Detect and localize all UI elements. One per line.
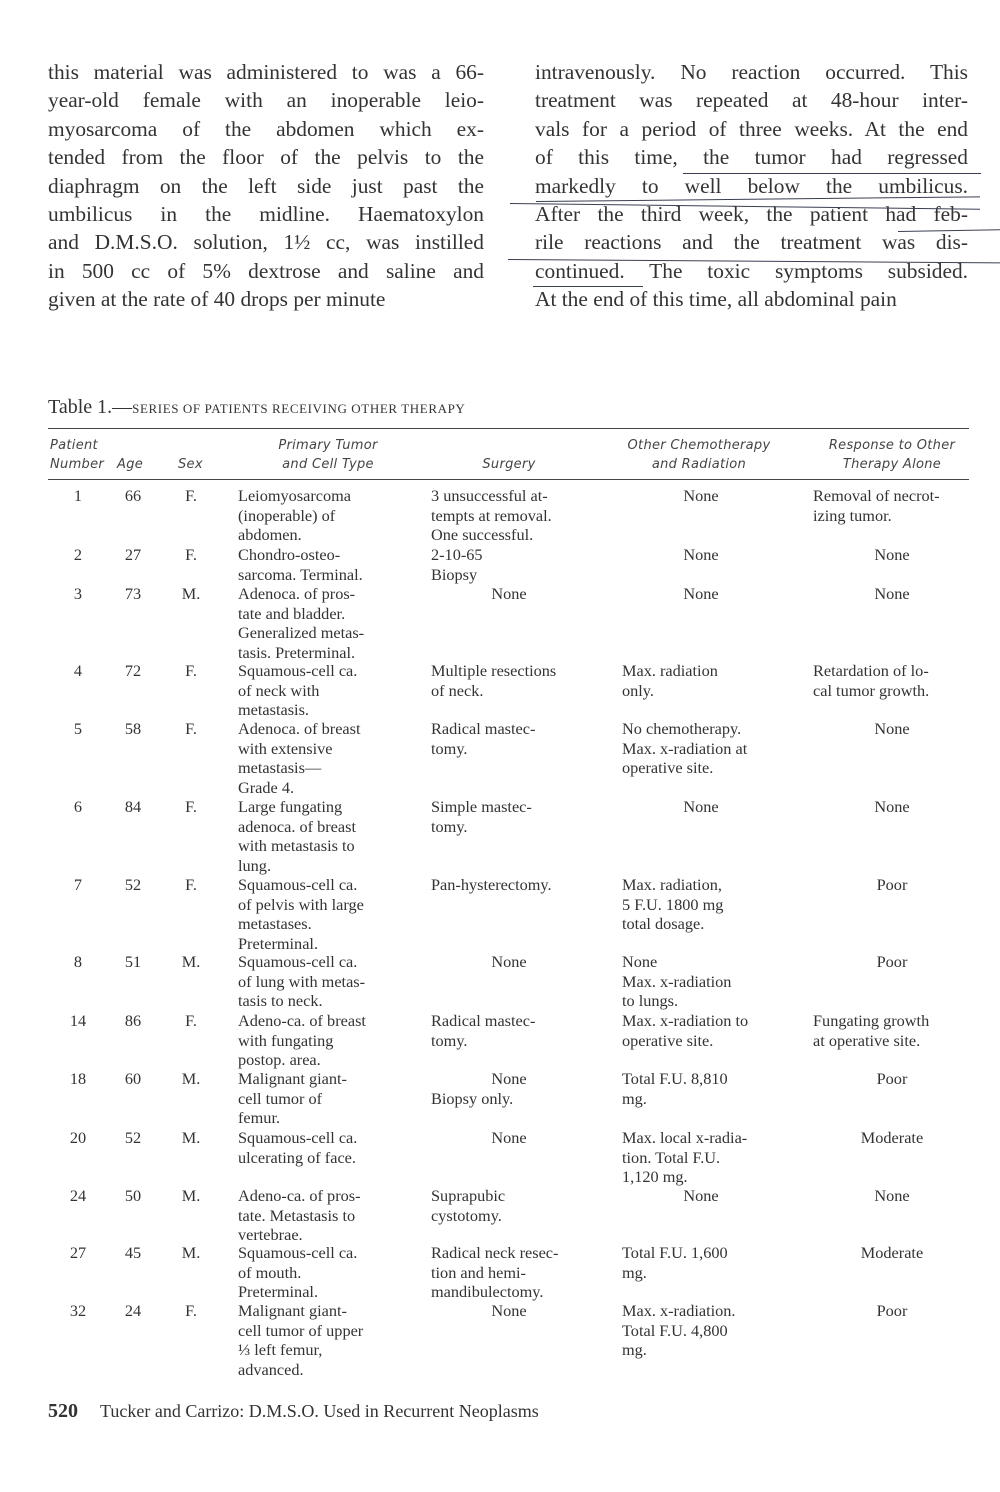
cell-line: tate and bladder. [238, 603, 346, 623]
cell-surgery [431, 1186, 596, 1225]
column-header-age [117, 455, 157, 474]
cell-line: cell tumor of [238, 1088, 323, 1108]
cell-line: None [874, 719, 910, 738]
cell-line: ulcerating of face. [238, 1147, 356, 1167]
cell-line: Preterminal. [238, 1282, 319, 1301]
cell-line: advanced. [238, 1359, 304, 1379]
cell-line: of mouth. [238, 1262, 302, 1282]
body-text-left-column [48, 58, 484, 314]
body-text-line: and D.M.S.O. solution, 1½ cc, was instilled [48, 230, 484, 255]
body-text-line: given at the rate of 40 drops per minute [48, 287, 386, 312]
cell-line: Adeno-ca. of breast [238, 1011, 366, 1030]
cell-line: None [874, 545, 910, 564]
cell-line: only. [622, 680, 654, 700]
cell-line: mandibulectomy. [431, 1282, 544, 1301]
cell-line: Squamous-cell ca. [238, 1128, 358, 1147]
body-text-line: year-old female with an inoperable leio- [48, 88, 484, 113]
cell-surgery [431, 952, 587, 972]
cell-line: None [491, 1069, 527, 1088]
cell-line: Large fungating [238, 797, 343, 816]
cell-line: None [491, 1301, 527, 1320]
cell-line: tomy. [431, 816, 468, 836]
cell-chemo [622, 1128, 792, 1187]
cell-line: Poor [876, 952, 908, 971]
cell-line: Adenoca. of breast [238, 719, 361, 738]
cell-line: of lung with metas- [238, 971, 366, 991]
cell-line: Max. radiation [622, 661, 718, 680]
cell-age: 51 [124, 952, 142, 971]
cell-line: tempts at removal. [431, 505, 552, 525]
cell-age: 58 [124, 719, 142, 738]
cell-num: 7 [73, 875, 83, 894]
cell-response [813, 486, 973, 525]
cell-line: abdomen. [238, 525, 302, 544]
cell-chemo [622, 1186, 780, 1206]
cell-surgery [431, 1128, 587, 1148]
cell-surgery [431, 584, 587, 604]
cell-tumor [238, 1128, 416, 1167]
column-header-patient [50, 436, 112, 474]
cell-surgery [431, 1243, 596, 1302]
cell-age: 50 [124, 1186, 142, 1205]
cell-response [813, 1186, 971, 1206]
cell-surgery [431, 545, 596, 584]
cell-age: 52 [124, 1128, 142, 1147]
column-header-surgery [431, 455, 587, 474]
cell-line: tomy. [431, 1030, 468, 1050]
cell-sex: F. [185, 661, 197, 680]
text-line: Response to Other [828, 438, 956, 453]
cell-chemo [622, 661, 792, 700]
cell-line: tomy. [431, 738, 468, 758]
cell-chemo [622, 1301, 792, 1360]
cell-chemo [622, 486, 780, 506]
cell-line: None [491, 952, 527, 971]
body-text-line: intravenously. No reaction occurred. This [535, 60, 968, 84]
column-header-response [810, 436, 974, 474]
body-text-line: umbilicus in the midline. Haematoxylon [48, 202, 484, 227]
cell-line: of pelvis with large [238, 894, 364, 914]
cell-line: 1,120 mg. [622, 1167, 688, 1186]
cell-line: operative site. [622, 758, 714, 777]
cell-line: Moderate [860, 1128, 924, 1147]
cell-age: 73 [124, 584, 142, 603]
cell-age: 86 [124, 1011, 142, 1030]
cell-surgery [431, 797, 596, 836]
cell-line: Poor [876, 875, 908, 894]
table-caption-number: Table 1.— [48, 396, 133, 418]
cell-num: 20 [69, 1128, 87, 1147]
text-line: Therapy Alone [842, 457, 942, 472]
cell-response [813, 661, 973, 700]
cell-line: None [683, 797, 719, 816]
cell-line: vertebrae. [238, 1225, 303, 1244]
cell-tumor [238, 952, 416, 1011]
cell-response [813, 1011, 973, 1050]
cell-line: Adeno-ca. of pros- [238, 1186, 361, 1205]
cell-line: to lungs. [622, 991, 679, 1010]
body-text-line: of this time, the tumor had regressed [535, 145, 968, 170]
cell-line: mg. [622, 1340, 647, 1359]
cell-line: Max. x-radiation to [622, 1011, 749, 1030]
ink-underline-6 [533, 286, 643, 287]
cell-age: 24 [124, 1301, 142, 1320]
cell-line: Max. x-radiation. [622, 1301, 736, 1320]
cell-line: Max. x-radiation [622, 971, 732, 991]
cell-line: with fungating [238, 1030, 334, 1050]
cell-line: of neck with [238, 680, 320, 700]
cell-num: 4 [73, 661, 83, 680]
cell-line: Moderate [860, 1243, 924, 1262]
cell-tumor [238, 486, 416, 545]
cell-tumor [238, 584, 416, 662]
cell-line: Retardation of lo- [813, 661, 929, 680]
cell-line: Total F.U. 1,600 [622, 1243, 728, 1262]
cell-surgery [431, 875, 596, 895]
cell-sex: M. [181, 1243, 201, 1262]
body-text-line: treatment was repeated at 48-hour inter- [535, 88, 968, 113]
cell-response [813, 1243, 971, 1263]
cell-line: Preterminal. [238, 933, 319, 953]
page-number: 520 [48, 1400, 78, 1422]
cell-line: Radical mastec- [431, 719, 536, 738]
cell-sex: F. [185, 1301, 197, 1320]
column-header-chemo [610, 436, 788, 474]
cell-tumor [238, 1301, 416, 1379]
cell-line: cal tumor growth. [813, 680, 930, 700]
cell-line: tion. Total F.U. [622, 1147, 721, 1167]
cell-tumor [238, 545, 416, 584]
cell-line: mg. [622, 1088, 647, 1108]
column-header-sex [178, 455, 218, 474]
text-line: Other Chemotherapy [627, 438, 771, 453]
cell-line: Grade 4. [238, 777, 295, 797]
cell-line: with extensive [238, 738, 333, 758]
cell-tumor [238, 1069, 416, 1128]
cell-surgery [431, 719, 596, 758]
cell-line: (inoperable) of [238, 505, 336, 525]
running-title: Tucker and Carrizo: D.M.S.O. Used in Recurrent Neoplasms [100, 1401, 539, 1421]
cell-response [813, 1128, 971, 1148]
cell-line: Radical neck resec- [431, 1243, 559, 1262]
body-text-line: After the third week, the patient had feb- [535, 202, 968, 227]
cell-response [813, 797, 971, 817]
cell-num: 8 [73, 952, 83, 971]
cell-line: tate. Metastasis to [238, 1205, 356, 1225]
cell-line: Max. local x-radia- [622, 1128, 748, 1147]
cell-line: metastases. [238, 914, 312, 933]
cell-tumor [238, 1011, 416, 1070]
cell-line: 2-10-65 [431, 545, 483, 564]
cell-sex: F. [185, 719, 197, 738]
cell-response [813, 1301, 971, 1321]
table-top-rule [48, 428, 969, 429]
text-line: Patient [50, 438, 98, 453]
cell-line: Total F.U. 8,810 [622, 1069, 728, 1088]
cell-line: Squamous-cell ca. [238, 952, 358, 971]
cell-sex: M. [181, 1069, 201, 1088]
body-text-line: myosarcoma of the abdomen which ex- [48, 116, 484, 141]
table-header-rule [48, 479, 969, 480]
cell-num: 32 [69, 1301, 87, 1320]
cell-line: Squamous-cell ca. [238, 1243, 358, 1262]
cell-line: izing tumor. [813, 505, 892, 525]
cell-line: tasis. Preterminal. [238, 642, 356, 662]
cell-line: cell tumor of upper [238, 1320, 364, 1340]
body-text-line: markedly to well below the umbilicus. [535, 173, 968, 198]
cell-num: 27 [69, 1243, 87, 1262]
cell-line: metastasis— [238, 758, 322, 777]
cell-response [813, 584, 971, 604]
cell-line: Pan-hysterectomy. [431, 875, 552, 894]
cell-line: None [622, 952, 658, 971]
cell-line: No chemotherapy. [622, 719, 742, 738]
text-line: and Radiation [651, 457, 747, 472]
cell-num: 3 [73, 584, 83, 603]
cell-age: 52 [124, 875, 142, 894]
cell-surgery [431, 1301, 587, 1321]
cell-line: Suprapubic [431, 1186, 506, 1205]
cell-line: None [874, 1186, 910, 1205]
cell-sex: F. [185, 545, 197, 564]
cell-num: 6 [73, 797, 83, 816]
cell-line: Biopsy [431, 564, 478, 584]
body-text-line: vals for a period of three weeks. At the end [535, 116, 968, 141]
cell-line: postop. area. [238, 1050, 321, 1069]
cell-tumor [238, 1186, 416, 1245]
cell-tumor [238, 875, 416, 953]
cell-sex: F. [185, 486, 197, 505]
cell-line: None [683, 1186, 719, 1205]
cell-line: Radical mastec- [431, 1011, 536, 1030]
text-line: Primary Tumor [278, 438, 378, 453]
text-line: Sex [178, 457, 203, 472]
cell-line: 5 F.U. 1800 mg [622, 894, 724, 914]
cell-response [813, 952, 971, 972]
cell-tumor [238, 661, 416, 720]
cell-chemo [622, 797, 780, 817]
cell-line: Total F.U. 4,800 [622, 1320, 728, 1340]
cell-surgery [431, 486, 596, 545]
cell-line: Malignant giant- [238, 1069, 347, 1088]
cell-line: lung. [238, 855, 272, 875]
cell-line: Max. radiation, [622, 875, 722, 894]
cell-num: 24 [69, 1186, 87, 1205]
cell-line: Generalized metas- [238, 623, 365, 642]
cell-surgery [431, 1011, 596, 1050]
body-text-line: tended from the floor of the pelvis to the [48, 145, 484, 170]
body-text-line: rile reactions and the treatment was dis- [535, 230, 968, 255]
cell-line: None [491, 1128, 527, 1147]
cell-num: 2 [73, 545, 83, 564]
cell-line: Biopsy only. [431, 1088, 514, 1108]
cell-sex: M. [181, 1128, 201, 1147]
cell-age: 72 [124, 661, 142, 680]
column-header-tumor [238, 436, 418, 474]
cell-response [813, 1069, 971, 1089]
cell-sex: F. [185, 797, 197, 816]
cell-line: total dosage. [622, 914, 705, 933]
cell-tumor [238, 719, 416, 797]
text-line: Number [50, 457, 105, 472]
cell-line: Poor [876, 1301, 908, 1320]
cell-age: 84 [124, 797, 142, 816]
body-text-line: in 500 cc of 5% dextrose and saline and [48, 258, 484, 283]
cell-line: 3 unsuccessful at- [431, 486, 548, 505]
cell-line: mg. [622, 1262, 647, 1282]
cell-line: adenoca. of breast [238, 816, 356, 836]
cell-sex: F. [185, 1011, 197, 1030]
cell-line: metastasis. [238, 700, 309, 719]
ink-underline-1 [683, 173, 981, 174]
cell-line: cystotomy. [431, 1205, 502, 1225]
cell-line: sarcoma. Terminal. [238, 564, 363, 584]
cell-surgery [431, 1069, 587, 1108]
body-text-line: continued. The toxic symptoms subsided. [535, 258, 968, 283]
cell-tumor [238, 1243, 416, 1302]
cell-line: with metastasis to [238, 836, 355, 855]
cell-line: Squamous-cell ca. [238, 875, 358, 894]
cell-chemo [622, 719, 792, 778]
cell-line: Squamous-cell ca. [238, 661, 358, 680]
cell-line: tion and hemi- [431, 1262, 526, 1282]
body-text-line: this material was administered to was a 66- [48, 60, 484, 84]
text-line: and Cell Type [282, 457, 374, 472]
cell-chemo [622, 1243, 792, 1282]
cell-line: tasis to neck. [238, 991, 323, 1010]
cell-age: 60 [124, 1069, 142, 1088]
text-line: Age [117, 457, 144, 472]
cell-sex: M. [181, 1186, 201, 1205]
cell-line: None [874, 797, 910, 816]
cell-response [813, 545, 971, 565]
cell-num: 14 [69, 1011, 87, 1030]
cell-chemo [622, 952, 792, 1011]
body-text-line: diaphragm on the left side just past the [48, 173, 484, 198]
cell-chemo [622, 584, 780, 604]
cell-chemo [622, 1011, 792, 1050]
cell-line: ⅓ left femur, [238, 1340, 323, 1359]
cell-line: Chondro-osteo- [238, 545, 341, 564]
cell-line: None [683, 545, 719, 564]
body-text-line: At the end of this time, all abdominal pain [535, 287, 897, 312]
cell-response [813, 875, 971, 895]
body-text-right-column [535, 58, 968, 314]
cell-response [813, 719, 971, 739]
cell-age: 66 [124, 486, 142, 505]
text-line: Surgery [482, 457, 536, 472]
table-caption [48, 396, 968, 419]
cell-age: 45 [124, 1243, 142, 1262]
cell-line: Max. x-radiation at [622, 738, 748, 758]
cell-line: None [874, 584, 910, 603]
cell-line: None [683, 486, 719, 505]
cell-chemo [622, 1069, 792, 1108]
cell-line: femur. [238, 1108, 281, 1127]
cell-chemo [622, 545, 780, 565]
cell-line: Leiomyosarcoma [238, 486, 352, 505]
cell-line: Fungating growth [813, 1011, 930, 1030]
cell-line: One successful. [431, 525, 534, 544]
cell-line: at operative site. [813, 1030, 921, 1050]
cell-line: None [491, 584, 527, 603]
cell-line: of neck. [431, 680, 484, 700]
cell-line: operative site. [622, 1030, 714, 1050]
cell-num: 18 [69, 1069, 87, 1088]
cell-line: Adenoca. of pros- [238, 584, 356, 603]
cell-sex: M. [181, 952, 201, 971]
cell-sex: F. [185, 875, 197, 894]
cell-line: Multiple resections [431, 661, 557, 680]
cell-line: Removal of necrot- [813, 486, 940, 505]
cell-num: 5 [73, 719, 83, 738]
table-caption-title: SERIES OF PATIENTS RECEIVING OTHER THERAPY [132, 401, 466, 416]
cell-line: None [683, 584, 719, 603]
cell-line: Malignant giant- [238, 1301, 347, 1320]
cell-num: 1 [73, 486, 83, 505]
cell-surgery [431, 661, 596, 700]
cell-line: Simple mastec- [431, 797, 532, 816]
cell-line: Poor [876, 1069, 908, 1088]
cell-age: 27 [124, 545, 142, 564]
cell-tumor [238, 797, 416, 875]
cell-chemo [622, 875, 792, 934]
cell-sex: M. [181, 584, 201, 603]
page-footer [48, 1400, 539, 1423]
